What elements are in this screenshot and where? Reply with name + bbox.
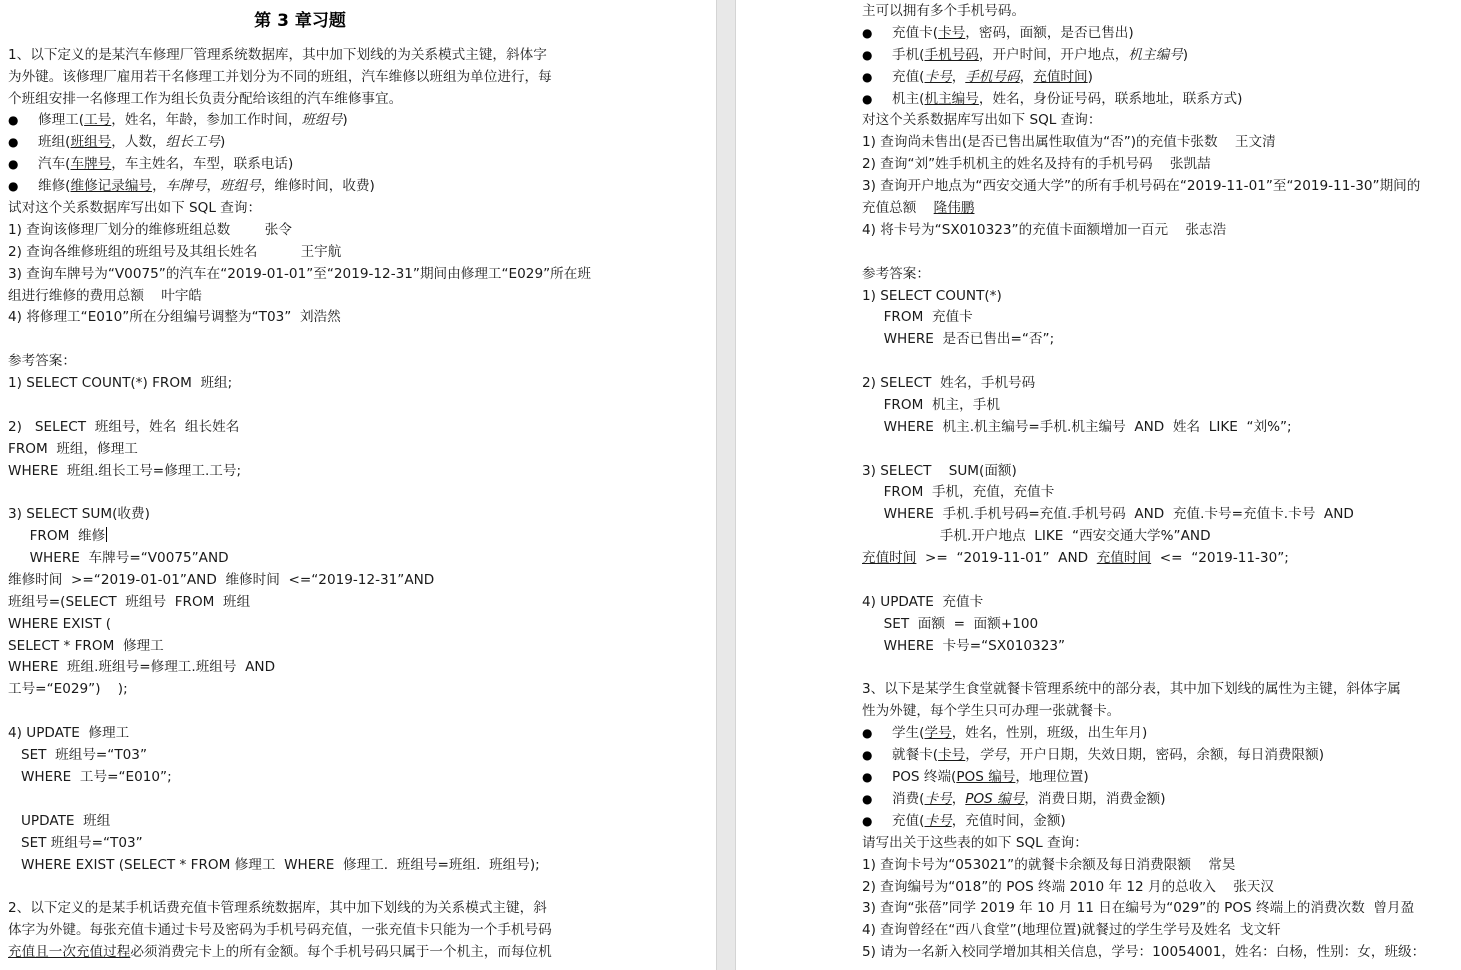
text-line xyxy=(8,613,111,635)
text-line xyxy=(8,285,202,307)
text-line xyxy=(862,854,1235,876)
text-segment: ) xyxy=(220,134,226,150)
foreign-key-text: 班组号 xyxy=(220,178,261,194)
text-segment: 充值总额 xyxy=(862,200,934,216)
text-line xyxy=(8,569,434,591)
text-segment: ) xyxy=(1087,69,1093,85)
text-line xyxy=(862,153,1211,175)
text-segment: ) xyxy=(342,112,348,128)
text-segment: 充值卡( xyxy=(892,25,939,41)
text-line xyxy=(862,263,930,285)
text-line xyxy=(862,394,1000,416)
document-page-right xyxy=(736,0,1461,970)
text-segment: 必须消费完卡上的所有金额。每个手机号码只属于一个机主，而每位机 xyxy=(130,944,552,960)
text-segment: ，人数， xyxy=(111,134,166,150)
text-segment: 组进行维修的费用总额 叶宇皓 xyxy=(8,288,203,304)
text-segment: 手机( xyxy=(892,47,925,63)
bullet-list-item xyxy=(8,109,348,131)
text-line xyxy=(8,306,341,328)
text-line xyxy=(8,744,147,766)
text-segment: 消费( xyxy=(892,791,925,807)
text-segment: 对这个关系数据库写出如下 SQL 查询： xyxy=(862,112,1102,128)
text-segment: 参考答案： xyxy=(862,266,930,282)
text-segment: 性为外键，每个学生只可办理一张就餐卡。 xyxy=(862,703,1121,719)
text-line xyxy=(8,810,110,832)
text-segment: ， xyxy=(152,178,166,194)
text-segment: POS 终端( xyxy=(892,769,957,785)
foreign-key-text: 组长工号 xyxy=(165,134,221,150)
bullet-list-item xyxy=(862,88,1242,110)
text-segment: 班组( xyxy=(38,134,71,150)
text-line xyxy=(8,66,552,88)
text-segment: SET 班组号=“T03” xyxy=(8,835,143,851)
text-segment: 1) SELECT COUNT(*) xyxy=(862,288,1002,304)
text-segment: 1) 查询该修理厂划分的维修班组总数 张令 xyxy=(8,222,292,238)
text-segment: 2) 查询“刘”姓手机机主的姓名及持有的手机号码 张凯喆 xyxy=(862,156,1211,172)
text-segment: WHERE 机主.机主编号=手机.机主编号 AND 姓名 LIKE “刘%”; xyxy=(862,419,1292,435)
text-segment: 个班组安排一名修理工作为组长负责分配给该组的汽车维修事宜。 xyxy=(8,91,403,107)
text-line xyxy=(862,678,1401,700)
text-segment: FROM 手机，充值，充值卡 xyxy=(862,484,1055,500)
key-attribute-text: 充值时间 xyxy=(862,550,917,566)
text-line xyxy=(8,503,150,525)
bullet-list-item xyxy=(8,153,293,175)
text-segment: ，密码，面额，是否已售出) xyxy=(965,25,1134,41)
key-attribute-text: 班组号 xyxy=(70,134,112,150)
bullet-list-item xyxy=(862,788,1166,810)
bullet-list-item xyxy=(862,22,1134,44)
text-line xyxy=(862,0,1025,22)
foreign-key-text: 学号 xyxy=(978,747,1007,763)
bullet-list-item xyxy=(862,44,1188,66)
text-line xyxy=(8,722,129,744)
text-segment: 3) 查询车牌号为“V0075”的汽车在“2019-01-01”至“2019-12-31”期间由修理工“E029”所在班 xyxy=(8,266,591,282)
bullet-list-item xyxy=(8,131,225,153)
text-segment: 3、以下是某学生食堂就餐卡管理系统中的部分表，其中加下划线的属性为主键，斜体字属 xyxy=(862,681,1401,697)
text-line xyxy=(862,547,1289,569)
text-line xyxy=(8,678,128,700)
text-segment: WHERE EXIST (SELECT * FROM 修理工 WHERE 修理工. 班组号=班组. 班组号); xyxy=(8,857,540,873)
key-attribute-text: 手机号码 xyxy=(924,47,979,63)
text-segment: ) xyxy=(1182,47,1189,63)
text-segment: 1) 查询尚未售出(是否已售出属性取值为“否”)的充值卡张数 王文清 xyxy=(862,134,1276,150)
key-attribute-text: POS 编号 xyxy=(956,769,1016,785)
text-line xyxy=(8,919,552,941)
text-segment: ，车主姓名，车型，联系电话) xyxy=(111,156,294,172)
text-line xyxy=(862,219,1226,241)
text-line xyxy=(8,219,292,241)
text-segment: 2) SELECT 班组号，姓名 组长姓名 xyxy=(8,419,240,435)
text-line xyxy=(862,328,1054,350)
key-attribute-text: POS 编号 xyxy=(965,791,1025,807)
key-attribute-text: 学号 xyxy=(924,725,952,741)
text-segment: 汽车( xyxy=(38,156,71,172)
text-line xyxy=(8,854,540,876)
bullet-list-item xyxy=(8,175,375,197)
text-segment: <= “2019-11-30”; xyxy=(1151,550,1289,566)
text-segment: ， xyxy=(206,178,221,194)
text-line xyxy=(862,919,1281,941)
text-segment: WHERE 工号=“E010”; xyxy=(8,769,172,785)
text-line xyxy=(8,547,229,569)
text-line xyxy=(8,263,591,285)
text-line xyxy=(8,350,76,372)
text-line xyxy=(8,241,341,263)
text-segment: 就餐卡( xyxy=(892,747,939,763)
text-segment: 1) SELECT COUNT(*) FROM 班组; xyxy=(8,375,233,391)
text-line xyxy=(8,591,250,613)
key-attribute-text: 充值时间 xyxy=(1033,69,1088,85)
text-line xyxy=(8,88,402,110)
bullet-list-item xyxy=(862,66,1093,88)
foreign-key-text: 车牌号 xyxy=(165,178,207,194)
text-segment: SELECT * FROM 修理工 xyxy=(8,638,164,654)
text-segment: WHERE 班组.班组号=修理工.班组号 AND xyxy=(8,659,276,675)
text-segment: 2) SELECT 姓名，手机号码 xyxy=(862,375,1036,391)
bullet-list-item xyxy=(862,766,1089,788)
text-line xyxy=(862,941,1425,963)
text-line xyxy=(862,416,1292,438)
text-cursor xyxy=(106,527,107,542)
text-line xyxy=(8,372,232,394)
text-segment: 2、以下定义的是某手机话费充值卡管理系统数据库，其中加下划线的为关系模式主键，斜 xyxy=(8,900,547,916)
text-line xyxy=(862,897,1414,919)
text-segment: ，维修时间，收费) xyxy=(260,178,375,194)
text-segment: 主可以拥有多个手机号码。 xyxy=(862,3,1026,19)
text-segment: 4) 将卡号为“SX010323”的充值卡面额增加一百元 张志浩 xyxy=(862,222,1227,238)
text-segment: WHERE 手机.手机号码=充值.手机号码 AND 充值.卡号=充值卡.卡号 AND xyxy=(862,506,1354,522)
text-segment: ， xyxy=(951,791,966,807)
bullet-list-item xyxy=(862,810,1066,832)
text-line xyxy=(8,197,261,219)
text-segment: ，地理位置) xyxy=(1015,769,1089,785)
text-segment: 请写出关于这些表的如下 SQL 查询： xyxy=(862,835,1088,851)
chapter-title: 第 3 章习题 xyxy=(254,11,346,31)
text-segment: 4) UPDATE 修理工 xyxy=(8,725,130,741)
text-segment: ，消费日期，消费金额) xyxy=(1024,791,1166,807)
text-segment: ， xyxy=(1019,69,1034,85)
text-line xyxy=(862,175,1420,197)
text-segment: ，开户时间，开户地点， xyxy=(978,47,1129,63)
page-gutter xyxy=(716,0,736,970)
text-line xyxy=(862,285,1002,307)
text-line xyxy=(862,832,1088,854)
text-segment: >= “2019-11-01” AND xyxy=(916,550,1097,566)
key-attribute-text: 手机号码 xyxy=(965,69,1020,85)
text-line xyxy=(8,832,143,854)
text-line xyxy=(862,876,1274,898)
text-segment: WHERE 卡号=“SX010323” xyxy=(862,638,1066,654)
bullet-list-item xyxy=(862,722,1147,744)
key-attribute-text: 卡号 xyxy=(924,813,952,829)
text-segment: ，姓名，身份证号码，联系地址，联系方式) xyxy=(978,91,1243,107)
text-line xyxy=(862,503,1354,525)
text-segment: WHERE 是否已售出=“否”; xyxy=(862,331,1055,347)
text-segment: 3) SELECT SUM(面额) xyxy=(862,463,1017,479)
text-line xyxy=(862,700,1120,722)
document-page-left xyxy=(0,0,716,970)
text-segment: 机主( xyxy=(892,91,925,107)
text-segment: FROM 维修 xyxy=(8,528,106,544)
text-segment: 学生( xyxy=(892,725,925,741)
text-segment: 手机.开户地点 LIKE “西安交通大学%”AND xyxy=(862,528,1211,544)
text-segment: 修理工( xyxy=(38,112,85,128)
text-segment: 体字为外键。每张充值卡通过卡号及密码为手机号码充值，一张充值卡只能为一个手机号码 xyxy=(8,922,552,938)
text-line xyxy=(8,897,547,919)
text-segment: ，充值时间，金额) xyxy=(951,813,1066,829)
text-segment: 维修( xyxy=(38,178,71,194)
text-segment: 维修时间 >=“2019-01-01”AND 维修时间 <=“2019-12-31”AND xyxy=(8,572,435,588)
text-segment: 试对这个关系数据库写出如下 SQL 查询： xyxy=(8,200,262,216)
text-segment: 4) UPDATE 充值卡 xyxy=(862,594,984,610)
text-segment: WHERE 班组.组长工号=修理工.工号; xyxy=(8,463,242,479)
text-segment: 2) 查询各维修班组的班组号及其组长姓名 王宇航 xyxy=(8,244,342,260)
text-line xyxy=(862,372,1035,394)
text-line xyxy=(862,197,974,219)
bullet-list-item xyxy=(862,744,1324,766)
text-segment: ，姓名，年龄，参加工作时间， xyxy=(111,112,302,128)
text-line xyxy=(862,131,1276,153)
text-segment: 班组号=(SELECT 班组号 FROM 班组 xyxy=(8,594,251,610)
foreign-key-text: 班组号 xyxy=(301,112,343,128)
text-segment: 4) 将修理工“E010”所在分组编号调整为“T03” 刘浩然 xyxy=(8,309,341,325)
text-segment: FROM 班组，修理工 xyxy=(8,441,138,457)
key-attribute-text: 工号 xyxy=(84,112,112,128)
text-line xyxy=(862,613,1038,635)
text-segment: FROM 机主，手机 xyxy=(862,397,1000,413)
text-line xyxy=(862,591,983,613)
text-segment: 3) 查询开户地点为“西安交通大学”的所有手机号码在“2019-11-01”至“2019-11-30”期间的 xyxy=(862,178,1421,194)
text-line xyxy=(8,416,239,438)
key-attribute-text: 卡号 xyxy=(924,69,952,85)
text-segment: FROM 充值卡 xyxy=(862,309,973,325)
text-segment: 工号=“E029”) ); xyxy=(8,681,128,697)
text-line xyxy=(8,941,552,963)
text-segment: 为外键。该修理厂雇用若干名修理工并划分为不同的班组，汽车维修以班组为单位进行，每 xyxy=(8,69,552,85)
text-segment: 充值( xyxy=(892,813,925,829)
text-segment: SET 面额 = 面额+100 xyxy=(862,616,1039,632)
text-segment: 1) 查询卡号为“053021”的就餐卡余额及每日消费限额 常昊 xyxy=(862,857,1236,873)
text-segment: WHERE 车牌号=“V0075”AND xyxy=(8,550,229,566)
text-line xyxy=(862,306,973,328)
key-attribute-text: 维修记录编号 xyxy=(70,178,153,194)
text-line xyxy=(8,635,164,657)
text-line xyxy=(8,525,107,547)
text-segment: ， xyxy=(965,747,979,763)
key-attribute-text: 充值时间 xyxy=(1096,550,1152,566)
text-segment: 充值( xyxy=(892,69,925,85)
text-line xyxy=(8,766,172,788)
text-segment: 2) 查询编号为“018”的 POS 终端 2010 年 12 月的总收入 张天汉 xyxy=(862,879,1275,895)
text-segment: 5) 请为一名新入校同学增加其相关信息，学号：10054001，姓名：白杨，性别：女，班级： xyxy=(862,944,1426,960)
key-attribute-text: 车牌号 xyxy=(70,156,112,172)
text-segment: ，姓名，性别，班级，出生年月) xyxy=(951,725,1148,741)
text-line xyxy=(862,460,1017,482)
text-line xyxy=(8,438,138,460)
text-segment: UPDATE 班组 xyxy=(8,813,111,829)
text-segment: ，开户日期，失效日期，密码，余额，每日消费限额) xyxy=(1006,747,1325,763)
text-line xyxy=(8,656,275,678)
text-line xyxy=(862,525,1211,547)
foreign-key-text: 机主编号 xyxy=(1128,47,1183,63)
key-attribute-text: 卡号 xyxy=(924,791,952,807)
key-attribute-text: 充值且一次充值过程 xyxy=(8,944,131,960)
key-attribute-text: 机主编号 xyxy=(924,91,979,107)
text-line xyxy=(862,635,1065,657)
text-segment: 1、以下定义的是某汽车修理厂管理系统数据库，其中加下划线的为关系模式主键，斜体字 xyxy=(8,47,547,63)
text-segment: 3) 查询“张蓓”同学 2019 年 10 月 11 日在编号为“029”的 POS 终端上的消费次数 曾月盈 xyxy=(862,900,1415,916)
text-line xyxy=(862,109,1101,131)
key-attribute-text: 卡号 xyxy=(938,747,966,763)
text-segment: WHERE EXIST ( xyxy=(8,616,112,632)
text-segment: 4) 查询曾经在“西八食堂”(地理位置)就餐过的学生学号及姓名 戈文轩 xyxy=(862,922,1281,938)
text-segment: SET 班组号=“T03” xyxy=(8,747,147,763)
text-segment: 3) SELECT SUM(收费) xyxy=(8,506,150,522)
key-attribute-text: 隆伟鹏 xyxy=(933,200,975,216)
text-line xyxy=(8,460,241,482)
text-line xyxy=(862,481,1054,503)
key-attribute-text: 卡号 xyxy=(938,25,966,41)
text-segment: ， xyxy=(951,69,966,85)
text-line xyxy=(8,44,547,66)
text-segment: 参考答案： xyxy=(8,353,76,369)
